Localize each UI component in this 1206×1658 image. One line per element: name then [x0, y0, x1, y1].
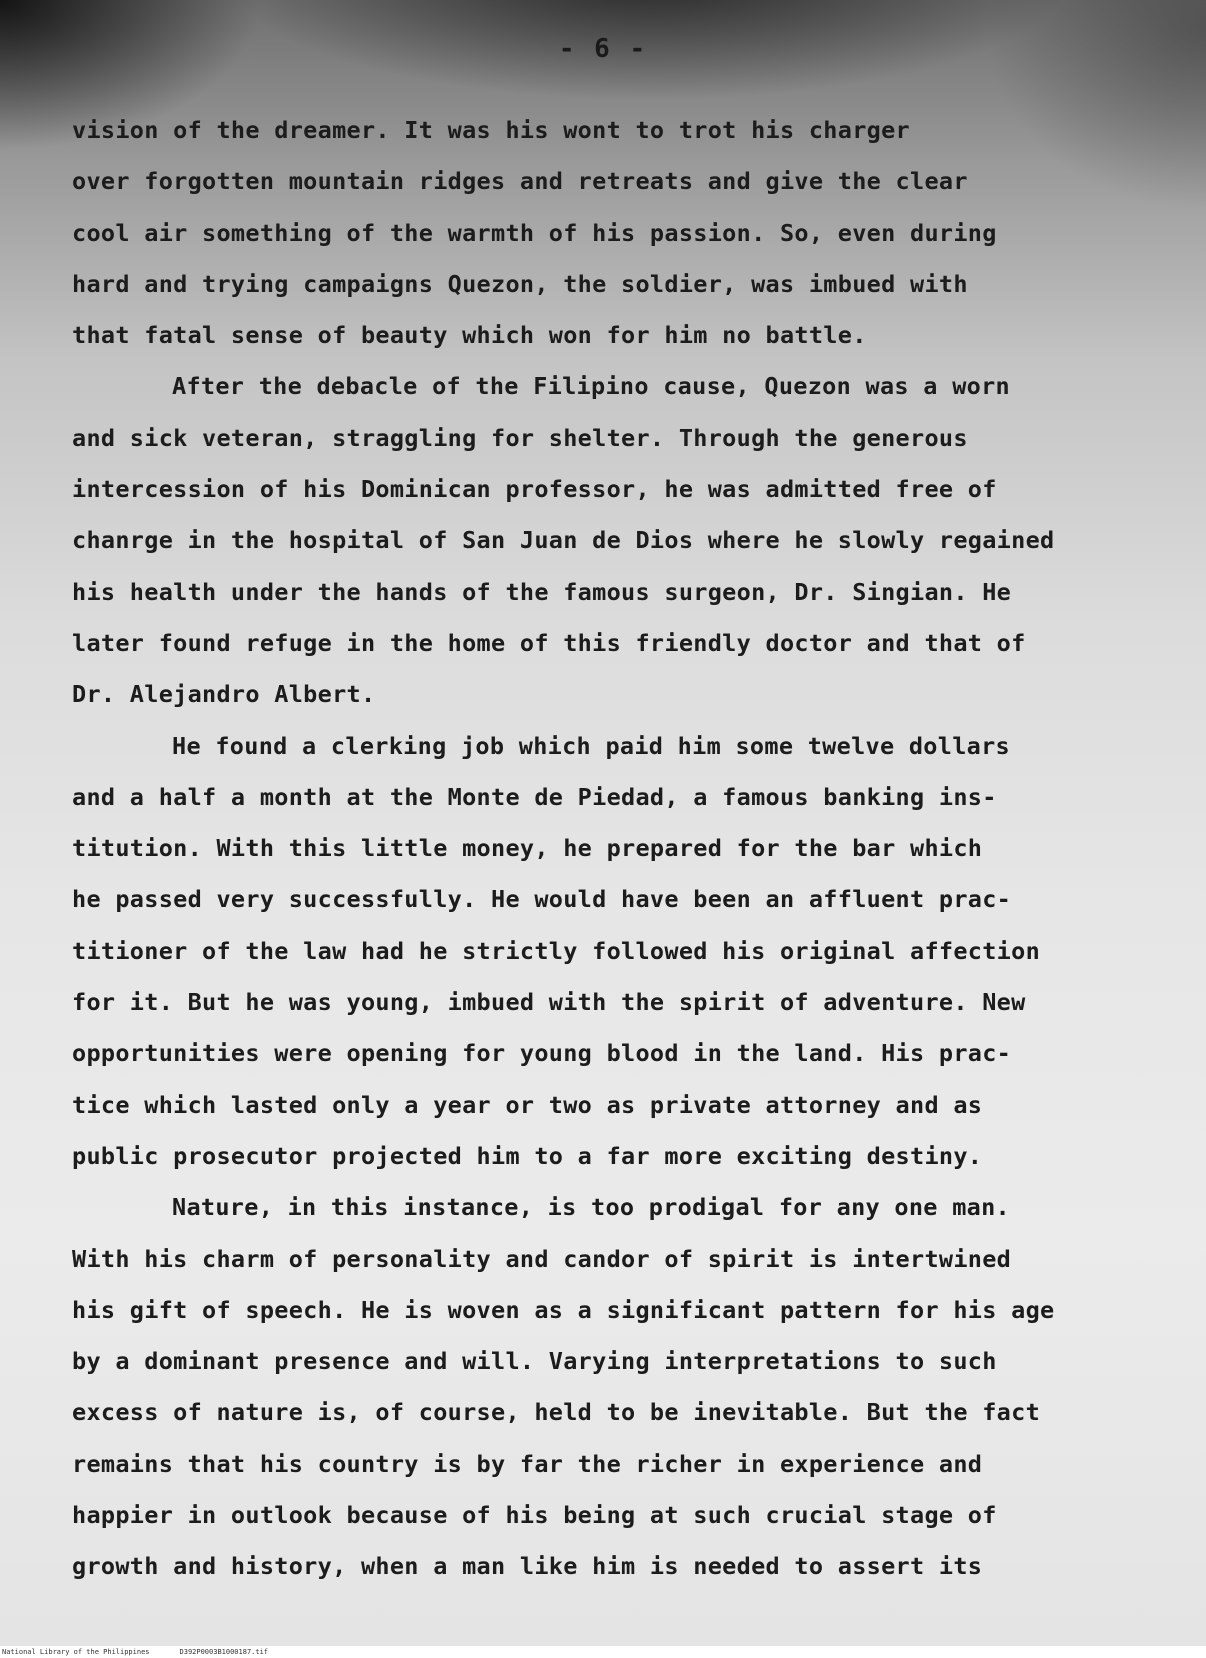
text-line: and a half a month at the Monte de Piedad, a famous banking ins- — [72, 782, 997, 811]
page-number: - 6 - — [558, 34, 648, 64]
text-line: remains that his country is by far the richer in experience and — [72, 1449, 983, 1478]
text-line: over forgotten mountain ridges and retreats and give the clear — [72, 167, 968, 196]
text-line: hard and trying campaigns Quezon, the soldier, was imbued with — [72, 269, 968, 298]
archive-footer — [0, 1646, 1206, 1658]
text-line: opportunities were opening for young blood in the land. His prac- — [72, 1039, 1012, 1068]
text-line: vision of the dreamer. It was his wont to trot his charger — [72, 116, 910, 144]
paragraph-start-line: After the debacle of the Filipino cause, Quezon was a worn — [172, 372, 1010, 401]
text-line: later found refuge in the home of this friendly doctor and that of — [72, 628, 1026, 657]
text-line: and sick veteran, straggling for shelter. Through the generous — [72, 423, 968, 452]
text-line: by a dominant presence and will. Varying interpretations to such — [72, 1347, 997, 1376]
text-line: titioner of the law had he strictly followed his original affection — [72, 936, 1041, 965]
text-line: that fatal sense of beauty which won for him no battle. — [72, 321, 867, 350]
text-line: excess of nature is, of course, held to be inevitable. But the fact — [72, 1398, 1041, 1427]
text-line: tice which lasted only a year or two as private attorney and as — [72, 1090, 983, 1119]
paragraph-start-line: He found a clerking job which paid him some twelve dollars — [172, 731, 1010, 760]
text-line: happier in outlook because of his being at such crucial stage of — [72, 1501, 997, 1530]
text-line: for it. But he was young, imbued with the spirit of adventure. New — [72, 988, 1026, 1017]
text-line: his health under the hands of the famous surgeon, Dr. Singian. He — [72, 577, 1012, 606]
paragraph-start-line: Nature, in this instance, is too prodigal for any one man. — [172, 1193, 1010, 1222]
text-line: With his charm of personality and candor of spirit is intertwined — [72, 1244, 1012, 1273]
file-id: D392P0003B1000187.tif — [179, 1648, 269, 1656]
text-line: cool air something of the warmth of his passion. So, even during — [72, 218, 997, 247]
text-line: intercession of his Dominican professor, he was admitted free of — [72, 475, 997, 504]
text-line: public prosecutor projected him to a far more exciting destiny. — [72, 1141, 983, 1170]
text-line: growth and history, when a man like him is needed to assert its — [72, 1552, 983, 1581]
text-line: Dr. Alejandro Albert. — [72, 680, 376, 709]
text-line: he passed very successfully. He would have been an affluent prac- — [72, 885, 1012, 914]
text-line: chanrge in the hospital of San Juan de Dios where he slowly regained — [72, 526, 1055, 555]
text-line: his gift of speech. He is woven as a significant pattern for his age — [72, 1295, 1055, 1324]
document-text — [72, 105, 1182, 1593]
library-credit: National Library of the Philippines — [2, 1648, 150, 1656]
text-line: titution. With this little money, he prepared for the bar which — [72, 834, 983, 863]
